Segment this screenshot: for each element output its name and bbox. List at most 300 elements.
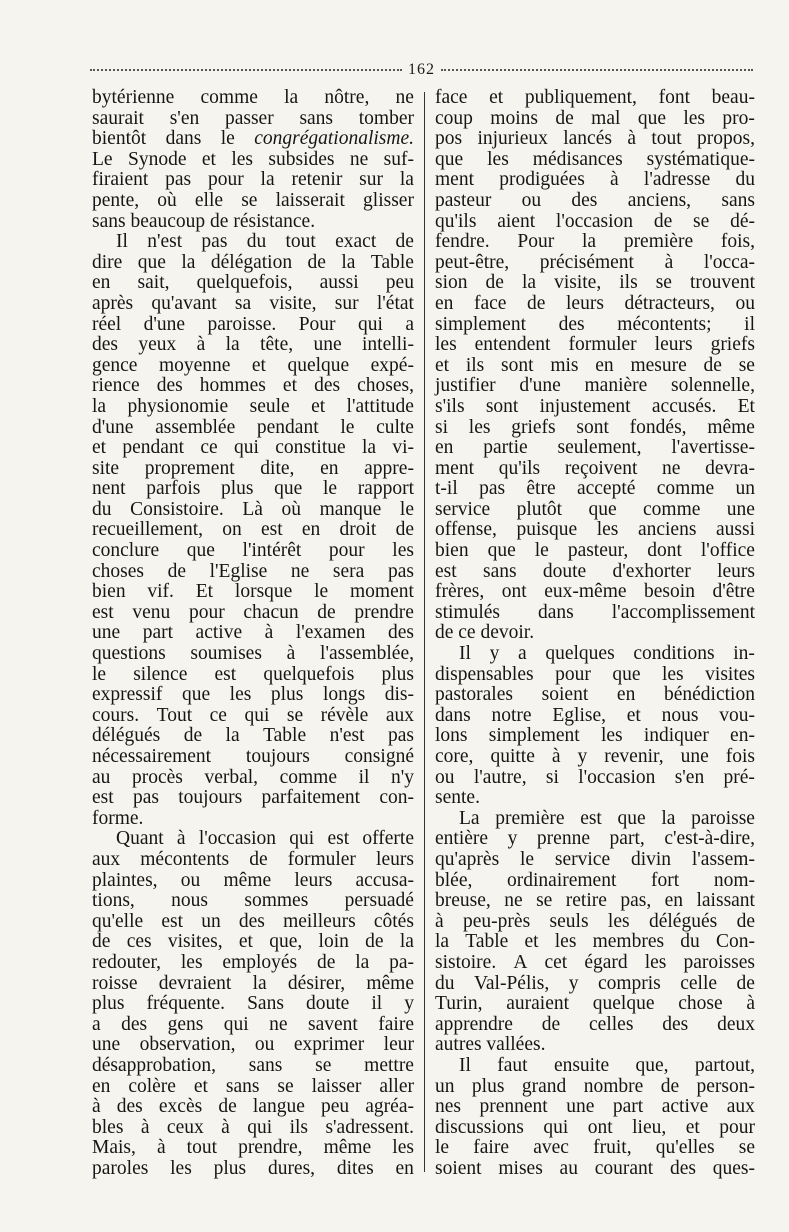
word: délégation (210, 251, 293, 273)
text-line (435, 418, 755, 439)
word: de (653, 210, 673, 232)
text-line (92, 376, 414, 397)
word: a (518, 643, 527, 665)
word: en (92, 1075, 111, 1097)
word: c'est-à-dire, (664, 828, 755, 850)
word: celle (680, 972, 718, 994)
text-line (92, 459, 414, 480)
word: choses (92, 560, 144, 582)
word: des (662, 1013, 689, 1035)
text-line (435, 644, 755, 665)
word: devraient (158, 972, 232, 994)
word: est (92, 787, 114, 809)
text-line (92, 685, 414, 706)
word: en (616, 684, 636, 706)
word: on (222, 519, 242, 541)
word: en (92, 272, 111, 294)
word: en (435, 437, 454, 459)
word: la (399, 169, 414, 191)
text-line (92, 912, 414, 933)
word: prodiguées (499, 169, 585, 191)
word: mal (591, 107, 621, 129)
word: sont (576, 416, 609, 438)
text-line (92, 438, 414, 459)
word: avec (533, 1137, 569, 1159)
word: s'en (674, 766, 705, 788)
word: sion (435, 272, 468, 294)
text-line (435, 768, 755, 789)
word: partie (483, 437, 528, 459)
word: physionomie (127, 395, 229, 417)
word: lieu, (632, 1116, 667, 1138)
word: core, (435, 746, 474, 767)
text-line (435, 520, 755, 541)
word: accusa- (355, 869, 414, 891)
word: de (167, 560, 187, 582)
word: appre- (364, 457, 414, 479)
word: l'assem- (691, 848, 755, 870)
word: mécontents; (617, 313, 712, 335)
word: fondés, (629, 416, 687, 438)
word: détracteurs, (624, 292, 715, 314)
word: et (685, 1116, 700, 1138)
word: quelquefois (263, 663, 355, 685)
word: doute (542, 560, 587, 582)
word: une (92, 1034, 121, 1056)
word: plus (221, 478, 254, 500)
word: se (315, 1054, 332, 1076)
word: l'accomplissement (611, 601, 755, 623)
word: part (612, 1096, 644, 1118)
word: pour (207, 169, 244, 191)
word: vi- (392, 437, 414, 459)
word: ils (465, 354, 485, 376)
word: visite, (554, 272, 602, 294)
word: ne (349, 148, 369, 170)
word: laissant (696, 890, 755, 912)
word: dispensables (435, 663, 534, 685)
word: qu'après (435, 848, 500, 870)
text-line: forme. (92, 807, 144, 829)
word: seule (249, 395, 290, 417)
text-line: autres vallées. (435, 1034, 546, 1056)
word: un (201, 910, 221, 932)
word: à (156, 1137, 166, 1159)
word: pas, (620, 890, 652, 912)
header-rule-left (90, 69, 402, 71)
word: part, (609, 828, 645, 850)
word: de (736, 972, 755, 994)
word: nous (661, 704, 699, 726)
word: sans (721, 189, 755, 211)
text-line (435, 1159, 755, 1180)
word: ou (180, 869, 201, 891)
word: a (92, 1013, 101, 1035)
word: discussions (435, 1116, 524, 1138)
word: pente, (92, 189, 140, 211)
word: griefs (511, 416, 556, 438)
text-line (435, 706, 755, 727)
word: dé- (730, 210, 755, 232)
word: divin (630, 848, 672, 870)
word: précisément (539, 251, 634, 273)
word: l'office (700, 540, 755, 562)
word: les (644, 951, 667, 973)
word: ordinairement (507, 869, 617, 891)
word: bles (92, 1116, 124, 1138)
word: aux (92, 848, 121, 870)
word: sans (225, 1075, 260, 1097)
word: rapport (357, 478, 414, 500)
word: tout (285, 231, 316, 253)
word: et (626, 704, 641, 726)
word: l'avertisse- (671, 437, 755, 459)
word: besoin (644, 581, 695, 603)
word: suf- (383, 148, 414, 170)
word: mis (550, 354, 579, 376)
word: simplement (488, 725, 580, 747)
word: plus (270, 684, 304, 706)
word: Synode (127, 148, 187, 170)
word: même (366, 972, 414, 994)
word: pas (479, 478, 506, 500)
word: procès (131, 766, 183, 788)
word: une (566, 1096, 595, 1118)
word: que (137, 251, 166, 273)
word: à (435, 910, 444, 932)
text-line (92, 829, 414, 850)
word: plus (471, 1075, 505, 1097)
text-line (92, 871, 414, 892)
word: revenir, (604, 746, 664, 767)
word: ce (209, 704, 227, 726)
word: les (392, 540, 414, 562)
word: ne (504, 890, 523, 912)
word: délégués (648, 910, 718, 932)
text-line (435, 747, 755, 768)
word: est (327, 828, 350, 850)
word: in- (733, 643, 755, 665)
word: faut (497, 1054, 528, 1076)
word: il (358, 766, 370, 788)
text-line (92, 109, 414, 130)
word: aller (379, 1075, 414, 1097)
word: ont (587, 1116, 613, 1138)
word: Con- (715, 931, 755, 953)
word: même (223, 869, 272, 891)
word: être (526, 478, 556, 500)
word: au (92, 766, 111, 788)
word: bientôt (92, 128, 147, 150)
word: de (703, 354, 722, 376)
word: comme (643, 498, 701, 520)
word: ils (619, 272, 638, 294)
word: de (660, 1075, 680, 1097)
text-line (92, 747, 414, 768)
word: de (92, 931, 111, 953)
word: dite, (260, 457, 295, 479)
word: frères, (435, 581, 485, 603)
text-line (92, 788, 414, 809)
text-line (92, 603, 414, 624)
word: faire (473, 1137, 509, 1159)
word: nous (171, 890, 209, 912)
word: à (196, 334, 206, 356)
word: l'état (376, 292, 414, 314)
word: fort (651, 869, 680, 891)
text-line (92, 170, 414, 191)
word: l'Eglise (209, 560, 268, 582)
text-line (435, 273, 755, 294)
word: des (314, 375, 341, 397)
word: que (617, 807, 646, 829)
word: une (313, 334, 342, 356)
word: active (195, 622, 243, 644)
word: d'exhorter (612, 560, 691, 582)
word: l'examen (295, 622, 366, 644)
word: indiquer (643, 725, 709, 747)
word: que (181, 684, 211, 706)
word: celles (589, 1013, 634, 1035)
word: il (744, 313, 755, 335)
word: entière (435, 828, 489, 850)
text-line (92, 1077, 414, 1098)
word: visite, (269, 292, 317, 314)
word: sont (501, 354, 534, 376)
word: fréquente. (146, 993, 226, 1015)
word: qui (223, 1013, 249, 1035)
word: Table (465, 931, 509, 953)
word: et (311, 395, 326, 417)
word: l'intérêt (242, 540, 302, 562)
word: en (435, 292, 454, 314)
word: se (286, 704, 304, 726)
text-line (92, 582, 414, 603)
word: soumises (190, 643, 262, 665)
word: doute (305, 993, 350, 1015)
word: des (669, 1157, 696, 1179)
word: formuler (287, 848, 356, 870)
word: où (281, 498, 302, 520)
text-line (92, 479, 414, 500)
word: ques- (712, 1157, 755, 1179)
word: se (738, 1137, 755, 1159)
word: une (680, 746, 709, 767)
word: quelquefois, (196, 272, 293, 294)
word: dire (92, 251, 123, 273)
word: dont (647, 540, 682, 562)
word: Quant (116, 828, 164, 850)
word: peu (320, 1096, 350, 1118)
word: employés (222, 951, 298, 973)
word: dans (435, 704, 471, 726)
word: se (738, 354, 755, 376)
text-line (435, 953, 755, 974)
word: paroisses (683, 951, 755, 973)
word: la (225, 725, 240, 747)
word: culte (376, 416, 414, 438)
word: sans (299, 107, 334, 129)
word: première (623, 231, 694, 253)
word: de (365, 931, 384, 953)
word: Table (370, 251, 414, 273)
word: n'est (147, 231, 183, 253)
word: nôtre, (324, 87, 370, 108)
word: pas (387, 725, 414, 747)
text-line (92, 953, 414, 974)
word: d'une (519, 375, 561, 397)
word: sont (485, 395, 519, 417)
word: A (513, 951, 528, 973)
word: roisse (92, 972, 138, 994)
word: au (559, 1157, 578, 1179)
word: leurs (717, 560, 755, 582)
word: la (399, 931, 414, 953)
word: qui (357, 313, 383, 335)
word: ce (200, 437, 218, 459)
word: anciens (637, 519, 697, 541)
word: Pour (517, 231, 555, 253)
text-line (435, 129, 755, 150)
word: pastorales (435, 684, 513, 706)
word: et (193, 1075, 208, 1097)
word: qui (543, 1116, 569, 1138)
word: moyenne (158, 354, 231, 376)
word: s'en (169, 107, 200, 129)
word: ont (501, 581, 527, 603)
word: qu'ils (435, 210, 477, 232)
word: pas (132, 787, 159, 809)
word: et (92, 437, 107, 459)
word: le (322, 478, 338, 500)
text-line (92, 562, 414, 583)
word: les (683, 107, 706, 129)
word: blée, (435, 869, 473, 891)
word: comme (279, 766, 338, 788)
word: les (231, 148, 253, 170)
word: après (92, 292, 134, 314)
text-line (92, 1015, 414, 1036)
word: et (238, 931, 253, 953)
word: mettre (364, 1054, 414, 1076)
word: excès (158, 1096, 203, 1118)
word: révèle (320, 704, 369, 726)
word: Consistoire. (130, 498, 224, 520)
word: loin (318, 931, 349, 953)
word: pas (387, 560, 414, 582)
text-line (92, 1138, 414, 1159)
word: médisances (532, 148, 623, 170)
word: le (92, 663, 107, 685)
text-line (92, 191, 414, 212)
word: Eglise, (552, 704, 606, 726)
word: manière (584, 375, 648, 397)
word: aux (726, 1096, 755, 1118)
word: lorsque (234, 581, 293, 603)
word: a (405, 313, 414, 335)
text-line (92, 932, 414, 953)
text-line (435, 335, 755, 356)
word: les (468, 416, 491, 438)
word: le (399, 498, 414, 520)
word: yeux (138, 334, 177, 356)
word: que (186, 540, 215, 562)
word: un (735, 478, 755, 500)
word: les (392, 1137, 414, 1159)
word: meilleurs (283, 910, 356, 932)
word: en (320, 457, 339, 479)
word: pasteur, (567, 540, 629, 562)
text-line (435, 871, 755, 892)
word: pas (201, 231, 228, 253)
word: et (435, 354, 450, 376)
word: s'adressent. (325, 1116, 414, 1138)
word: laisser (311, 1075, 362, 1097)
word: pour (328, 540, 365, 562)
text-line (435, 253, 755, 274)
word: Le (92, 148, 113, 170)
word: d'une (143, 313, 186, 335)
word: en- (730, 725, 755, 747)
text-line (92, 150, 414, 171)
word: expé- (370, 354, 414, 376)
text-line: sente. (435, 787, 480, 809)
word: aussi (319, 272, 359, 294)
word: la (661, 807, 676, 829)
text-line (435, 685, 755, 706)
word: glisser (363, 189, 414, 211)
word: leurs (654, 334, 693, 356)
text-line (435, 1138, 755, 1159)
word: Table (263, 725, 307, 747)
word: injurieux (477, 128, 548, 150)
word: redouter, (92, 951, 162, 973)
word: le (314, 581, 329, 603)
word: Pour (298, 313, 336, 335)
word: que (637, 107, 666, 129)
text-line (435, 809, 755, 830)
text-line (92, 994, 414, 1015)
word: nombre (583, 1075, 644, 1097)
word: sans (482, 560, 517, 582)
text-line (435, 891, 755, 912)
word: mécontents (140, 848, 230, 870)
word: qu'avant (151, 292, 217, 314)
word: dis- (384, 684, 414, 706)
word: visites (705, 663, 755, 685)
word: ou (735, 292, 755, 314)
word: pré- (723, 766, 755, 788)
text-line (92, 418, 414, 439)
word: service (435, 498, 491, 520)
word: consigné (344, 746, 414, 767)
left-column (92, 88, 414, 1179)
word: le (519, 848, 535, 870)
word: l'assemblée, (320, 643, 414, 665)
word: fois (725, 746, 755, 767)
text-line (92, 974, 414, 995)
word: Et (195, 581, 214, 603)
word: elle (194, 189, 224, 211)
word: quelque (592, 993, 655, 1015)
word: ou (521, 189, 542, 211)
word: tout (651, 128, 682, 150)
word: quelque (287, 354, 350, 376)
text-line (92, 500, 414, 521)
word: de (736, 910, 755, 932)
word: publiquement, (524, 87, 637, 108)
word: aux (385, 704, 414, 726)
